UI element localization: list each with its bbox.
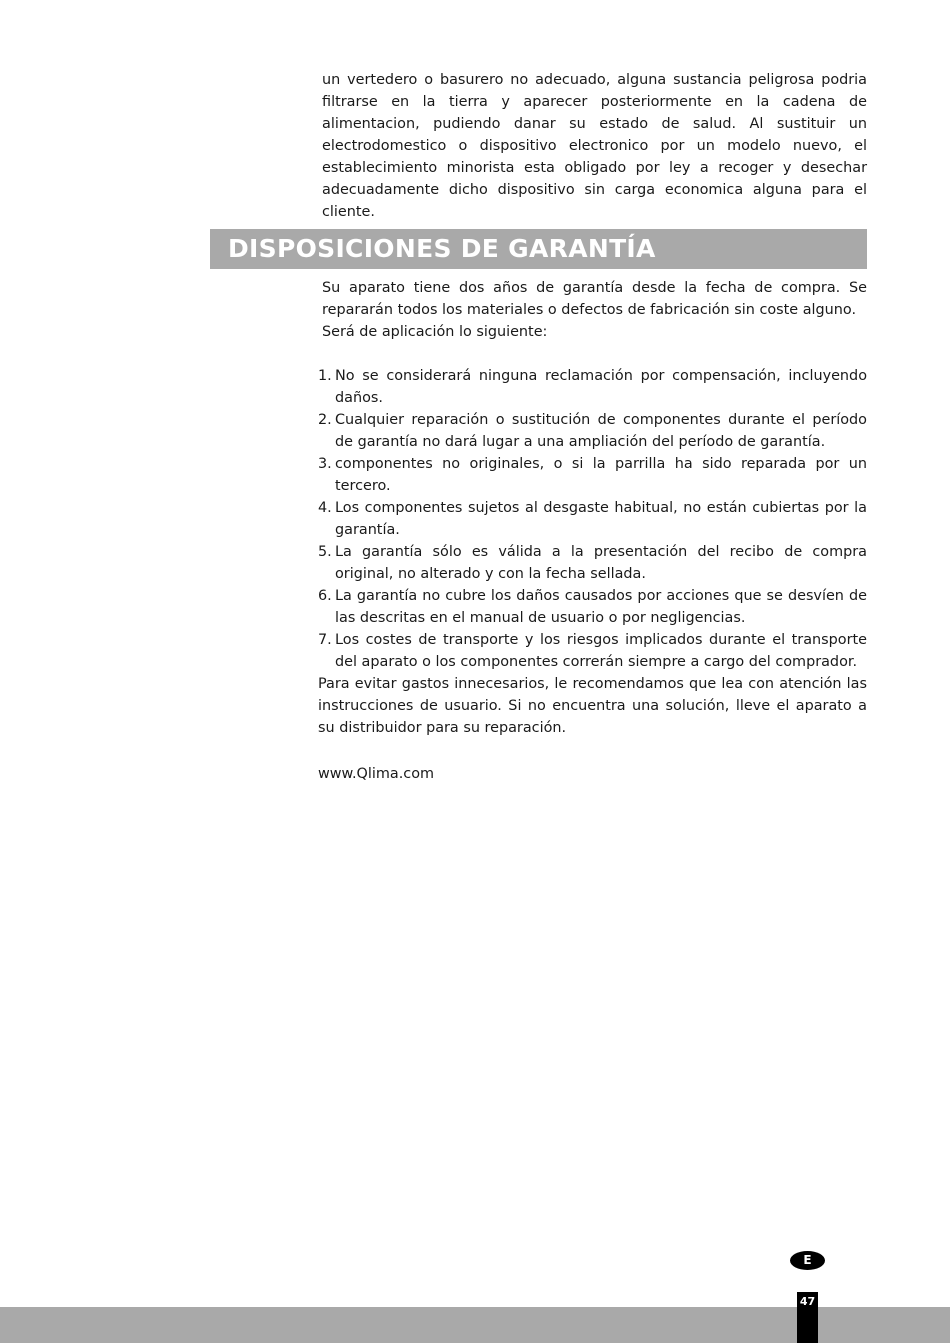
list-item-number: 4. xyxy=(318,500,332,516)
page-number: 47 xyxy=(797,1292,818,1343)
closing-paragraph: Para evitar gastos innecesarios, le recomendamos que lea con atención las instrucciones de usuario. Si no encuentra una solución, lleve el aparato a su distribuidor para su reparación. xyxy=(318,676,867,736)
list-item xyxy=(318,629,867,673)
list-item-text: componentes no originales, o si la parrilla ha sido reparada por un tercero. xyxy=(335,456,867,494)
section-title: DISPOSICIONES DE GARANTÍA xyxy=(228,234,656,263)
list-item xyxy=(318,365,867,409)
list-item-text: Cualquier reparación o sustitución de componentes durante el período de garantía no dará lugar a una ampliación del período de garantía. xyxy=(335,412,867,450)
list-item xyxy=(318,453,867,497)
list-item-text: Los componentes sujetos al desgaste habitual, no están cubiertas por la garantía. xyxy=(335,500,867,538)
list-item-number: 2. xyxy=(318,412,332,428)
list-item-text: La garantía sólo es válida a la presentación del recibo de compra original, no alterado y con la fecha sellada. xyxy=(335,544,867,582)
list-item xyxy=(318,409,867,453)
list-item-number: 3. xyxy=(318,456,332,472)
list-item xyxy=(318,585,867,629)
website-text: www.Qlima.com xyxy=(318,766,435,782)
application-note: Será de aplicación lo siguiente: xyxy=(322,324,548,340)
list-item-number: 5. xyxy=(318,544,332,560)
warranty-intro-paragraph: Su aparato tiene dos años de garantía desde la fecha de compra. Se repararán todos los materiales o defectos de fabricación sin coste alguno. xyxy=(322,280,867,318)
list-item xyxy=(318,497,867,541)
list-item-number: 6. xyxy=(318,588,332,604)
list-item xyxy=(318,541,867,585)
warranty-conditions-list xyxy=(318,365,867,673)
list-item-number: 1. xyxy=(318,368,332,384)
intro-paragraph: un vertedero o basurero no adecuado, alguna sustancia peligrosa podria filtrarse en la tierra y aparecer posteriormente en la cadena de alimentacion, pudiendo danar su estado de salud. Al sustituir un electrodomestico o dispositivo electronico por un modelo nuevo, el establecimiento minorista esta obligado por ley a recoger y desechar adecuadamente dicho dispositivo sin carga economica alguna para el cliente. xyxy=(322,72,867,220)
section-heading-bar xyxy=(210,229,867,269)
list-item-text: Los costes de transporte y los riesgos implicados durante el transporte del aparato o los componentes correrán siempre a cargo del comprador. xyxy=(335,632,867,670)
list-item-number: 7. xyxy=(318,632,332,648)
language-badge: E xyxy=(790,1251,825,1270)
list-item-text: No se considerará ninguna reclamación por compensación, incluyendo daños. xyxy=(335,368,867,406)
list-item-text: La garantía no cubre los daños causados por acciones que se desvíen de las descritas en el manual de usuario o por negligencias. xyxy=(335,588,867,626)
